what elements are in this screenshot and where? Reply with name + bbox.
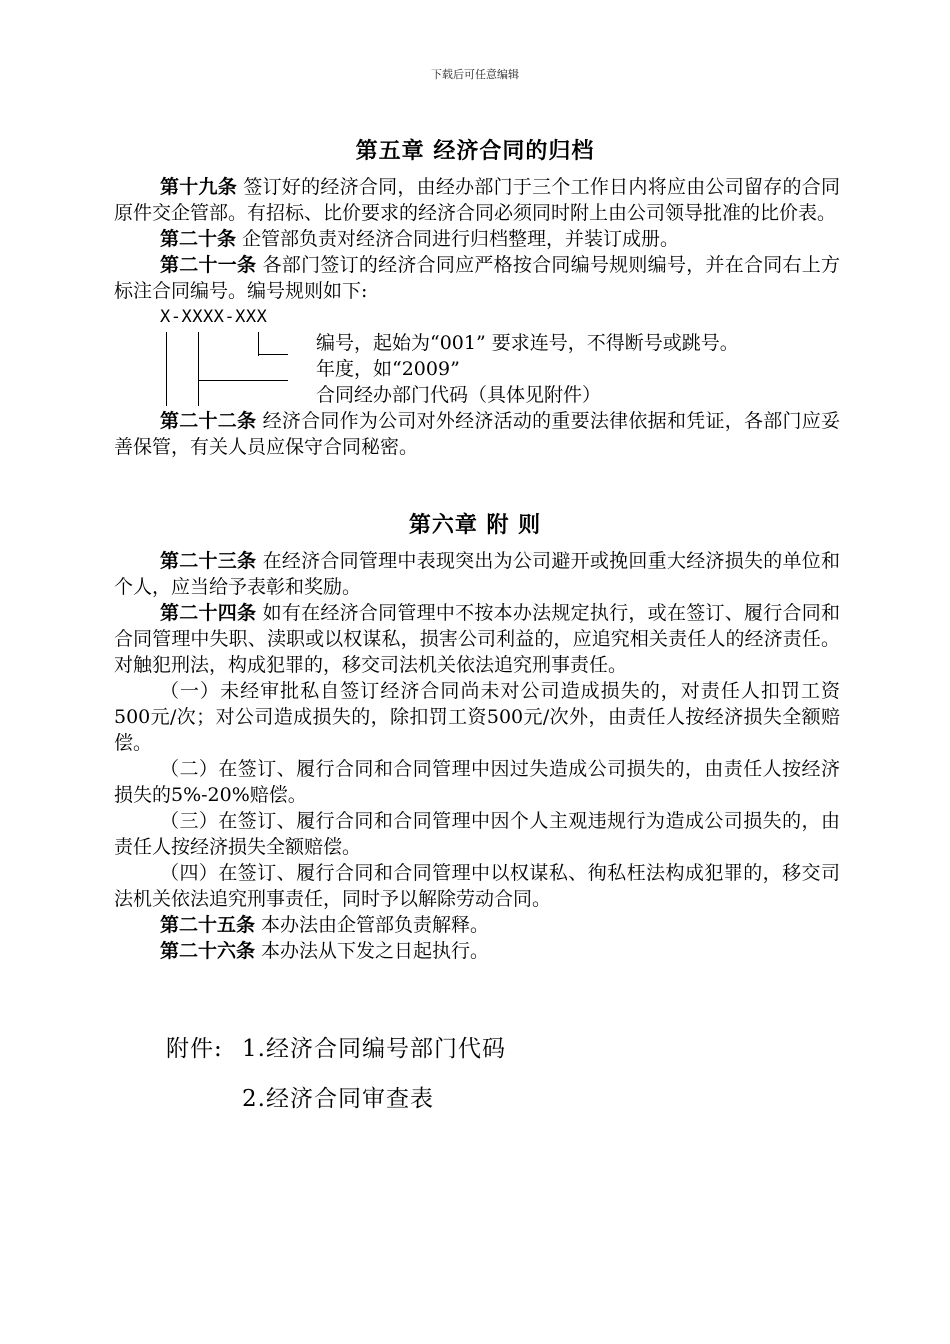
article-21 [114,252,840,304]
article-25-label: 第二十五条 [160,914,256,936]
article-22-text: 经济合同作为公司对外经济活动的重要法律依据和凭证，各部门应妥善保管，有关人员应保守合同秘密。 [114,410,840,458]
article-22-label: 第二十二条 [160,410,257,432]
dept-bracket-line [166,332,167,406]
article-24-item-3: （三）在签订、履行合同和合同管理中因个人主观违规行为造成公司损失的，由责任人按经济损失全额赔偿。 [114,810,840,858]
article-22 [114,408,840,460]
chapter-5-title: 第五章 经济合同的归档 [355,138,595,164]
attachments-label: 附件: [166,1036,223,1062]
serial-bracket-line [258,332,259,356]
code-format: X-XXXX-XXX [160,307,268,327]
article-19-text: 签订好的经济合同，由经办部门于三个工作日内将应由公司留存的合同原件交企管部。有招标、比价要求的经济合同必须同时附上由公司领导批准的比价表。 [114,176,840,224]
article-26-label: 第二十六条 [160,940,256,962]
article-24-label: 第二十四条 [160,602,257,624]
article-24 [114,600,840,678]
article-24-item-1: （一）未经审批私自签订经济合同尚未对公司造成损失的，对责任人扣罚工资500元/次；对公司造成损失的，除扣罚工资500元/次外，由责任人按经济损失全额赔偿。 [114,680,840,754]
legend-serial: 编号，起始为“001” 要求连号，不得断号或跳号。 [316,332,739,354]
chapter-6-title: 第六章 附 则 [408,512,542,538]
article-24-text: 如有在经济合同管理中不按本办法规定执行，或在签订、履行合同和合同管理中失职、渎职或以权谋私，损害公司利益的，应追究相关责任人的经济责任。对触犯刑法，构成犯罪的，移交司法机关依法追究刑事责任。 [114,602,840,676]
numbering-rule-diagram [114,330,840,408]
article-24-item-4: （四）在签订、履行合同和合同管理中以权谋私、徇私枉法构成犯罪的，移交司法机关依法追究刑事责任，同时予以解除劳动合同。 [114,862,840,910]
legend-year: 年度，如“2009” [316,358,460,380]
article-25 [114,912,840,938]
header-note: 下载后可任意编辑 [431,68,519,81]
year-bracket-line [198,332,199,406]
article-25-text: 本办法由企管部负责解释。 [255,914,490,936]
article-19-label: 第十九条 [160,176,238,198]
article-26 [114,938,840,964]
article-19 [114,174,840,226]
serial-connector-line [258,354,288,355]
year-connector-line [198,380,288,381]
article-26-text: 本办法从下发之日起执行。 [255,940,490,962]
article-23-label: 第二十三条 [160,550,257,572]
attachment-item-1: 1.经济合同编号部门代码 [242,1036,506,1062]
chapter-6-body [114,548,840,964]
article-20 [114,226,840,252]
legend-dept: 合同经办部门代码（具体见附件） [316,384,602,406]
article-23 [114,548,840,600]
article-20-label: 第二十条 [160,228,237,250]
chapter-5-body [114,174,840,460]
attachment-item-2: 2.经济合同审查表 [242,1086,434,1112]
article-21-label: 第二十一条 [160,254,257,276]
article-20-text: 企管部负责对经济合同进行归档整理，并装订成册。 [236,228,680,250]
article-21-text: 各部门签订的经济合同应严格按合同编号规则编号，并在合同右上方标注合同编号。编号规则如下: [114,254,840,302]
article-23-text: 在经济合同管理中表现突出为公司避开或挽回重大经济损失的单位和个人，应当给予表彰和奖励。 [114,550,840,598]
article-24-item-2: （二）在签订、履行合同和合同管理中因过失造成公司损失的，由责任人按经济损失的5%-20%赔偿。 [114,758,840,806]
